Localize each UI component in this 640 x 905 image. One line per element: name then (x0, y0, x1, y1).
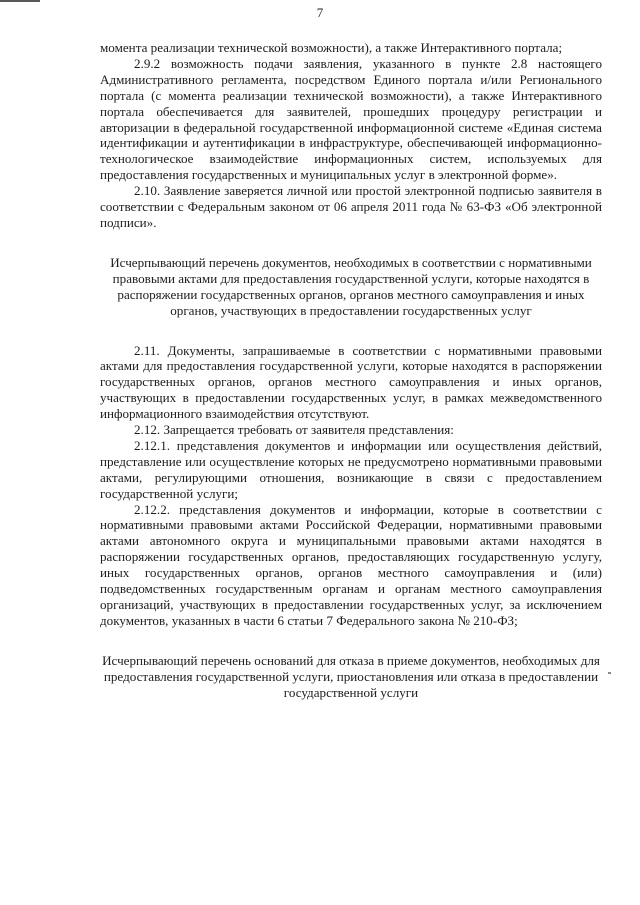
paragraph-2-11: 2.11. Документы, запрашиваемые в соответствии с нормативными правовыми актами для предоставления государственной услуги, которые находятся в распоряжении государственных органов, органов местного самоуправления и иных органов, участвующих в предоставлении государственных услуг, в рамках межведомственного информационного взаимодействия отсутствуют. (100, 342, 602, 422)
paragraph-2-9-2: 2.9.2 возможность подачи заявления, указанного в пункте 2.8 настоящего Административного регламента, посредством Единого портала и/или Регионального портала (с момента реализации технической возможности), а также Интерактивного портала обеспечивается для заявителей, прошедших процедуру регистрации и авторизации в федеральной государственной информационной системе «Единая система идентификации и аутентификации в инфраструктуре, обеспечивающей информационно-технологическое взаимодействие информационных систем, используемых для предоставления государственных и муниципальных услуг в электронной форме». (100, 55, 602, 183)
section-heading-refusal-grounds: Исчерпывающий перечень оснований для отказа в приеме документов, необходимых для предоставления государственной услуги, приостановления или отказа в предоставлении государственной услуги (102, 652, 600, 700)
page-number: 7 (316, 5, 324, 20)
paragraph-continuation: момента реализации технической возможности), а также Интерактивного портала; (100, 40, 563, 55)
section-heading-documents: Исчерпывающий перечень документов, необходимых в соответствии с нормативными правовыми актами для предоставления государственной услуги, которые находятся в распоряжении государственных органов, органов местного самоуправления и иных органов, участвующих в предоставлении государственных услуг (110, 254, 592, 318)
scan-dot-mark (608, 672, 611, 674)
paragraph-2-12-2: 2.12.2. представления документов и информации, которые в соответствии с нормативными правовыми актами Российской Федерации, нормативными правовыми актами автономного округа и муниципальными правовыми актами находятся в распоряжении государственных органов, предоставляющих государственную услугу, иных государственных органов, органов местного самоуправления и (или) подведомственных государственным органам и органам местного самоуправления организаций, участвующих в предоставлении государственных услуг, за исключением документов, указанных в части 6 статьи 7 Федерального закона № 210-ФЗ; (100, 501, 602, 628)
document-body (100, 40, 602, 701)
paragraph-2-10: 2.10. Заявление заверяется личной или простой электронной подписью заявителя в соответствии с Федеральным законом от 06 апреля 2011 года № 63-ФЗ «Об электронной подписи». (100, 183, 602, 230)
paragraph-2-12-1: 2.12.1. представления документов и информации или осуществления действий, представление или осуществление которых не предусмотрено нормативными правовыми актами, регулирующими отношения, возникающие в связи с предоставлением государственной услуги; (100, 437, 602, 501)
paragraph-2-12: 2.12. Запрещается требовать от заявителя представления: (134, 422, 454, 438)
scan-edge-mark (0, 0, 40, 2)
